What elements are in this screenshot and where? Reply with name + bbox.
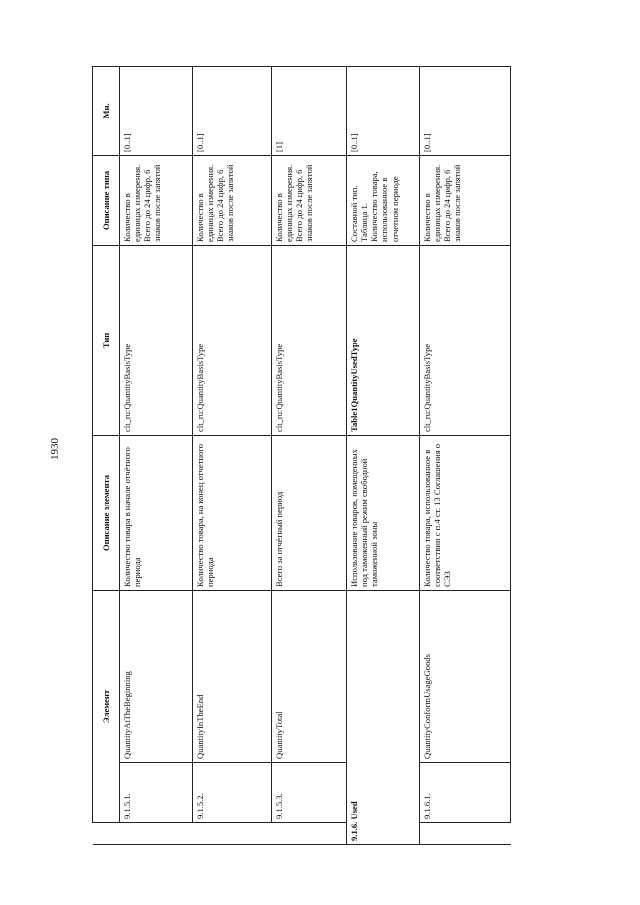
header-spacer bbox=[93, 823, 120, 845]
row-type: clt_ru:QuantityBasisType bbox=[420, 245, 511, 435]
row-element-desc: Всего за отчётный период bbox=[272, 435, 347, 590]
row-type-desc: Количество в единицах измерения. Всего до 24 цифр, 6 знаков после запятой bbox=[120, 155, 193, 245]
row-spacer bbox=[272, 823, 347, 845]
row-mn: [0..1] bbox=[420, 66, 511, 155]
row-mn: [0..1] bbox=[193, 66, 272, 155]
row-type-desc: Количество в единицах измерения. Всего до 24 цифр, 6 знаков после запятой bbox=[420, 155, 511, 245]
table-row bbox=[120, 66, 193, 844]
schema-table bbox=[92, 66, 511, 845]
header-element-desc: Описание элемента bbox=[93, 435, 120, 590]
header-mn: Мн. bbox=[93, 66, 120, 155]
row-element: QuantityAtTheBeginning bbox=[120, 590, 193, 762]
row-element-desc: Использование товаров, помещенных под таможенный режим свободной таможенной зоны bbox=[347, 435, 420, 590]
table-row bbox=[193, 66, 272, 844]
row-element: QuantityInTheEnd bbox=[193, 590, 272, 762]
row-mn: [0..1] bbox=[347, 66, 420, 155]
row-element: Used bbox=[349, 801, 359, 820]
row-spacer bbox=[420, 823, 511, 845]
row-type: clt_ru:QuantityBasisType bbox=[272, 245, 347, 435]
row-element: QuantityTotal bbox=[272, 590, 347, 762]
row-element-desc: Количество товара, на конец отчетного периода bbox=[193, 435, 272, 590]
row-type: Table1QuantityUsedType bbox=[347, 245, 420, 435]
row-type: clt_ru:QuantityBasisType bbox=[120, 245, 193, 435]
row-number: 9.1.6.1. bbox=[420, 763, 511, 823]
row-spacer bbox=[193, 823, 272, 845]
header-type-desc: Описание типа bbox=[93, 155, 120, 245]
row-spacer bbox=[120, 823, 193, 845]
table-row bbox=[272, 66, 347, 844]
row-number: 9.1.5.3. bbox=[272, 763, 347, 823]
page-number: 1930 bbox=[49, 438, 61, 460]
header-element: Элемент bbox=[93, 590, 120, 822]
rotated-table-area bbox=[92, 67, 527, 845]
table-row bbox=[347, 66, 420, 844]
row-type-desc: Количество в единицах измерения. Всего до 24 цифр, 6 знаков после запятой bbox=[193, 155, 272, 245]
row-type-desc: Составной тип. Таблица 1. Количество товара, использованное в отчетном периоде bbox=[347, 155, 420, 245]
row-mn: [1] bbox=[272, 66, 347, 155]
row-element-group bbox=[347, 590, 420, 844]
table-row bbox=[420, 66, 511, 844]
row-element-desc: Количество товара в начале отчётного периода bbox=[120, 435, 193, 590]
row-number: 9.1.5.1. bbox=[120, 763, 193, 823]
header-type: Тип bbox=[93, 245, 120, 435]
row-type-desc: Количество в единицах измерения. Всего до 24 цифр, 6 знаков после запятой bbox=[272, 155, 347, 245]
row-element: QuantityConformUsageGoods bbox=[420, 590, 511, 762]
row-element-desc: Количество товара, использованное в соответствии с п.4 ст. 13 Соглашения о СЭЗ bbox=[420, 435, 511, 590]
table-rotation-wrapper bbox=[92, 67, 527, 845]
row-number: 9.1.5.2. bbox=[193, 763, 272, 823]
row-type: clt_ru:QuantityBasisType bbox=[193, 245, 272, 435]
row-number: 9.1.6. bbox=[349, 821, 359, 841]
row-mn: [0..1] bbox=[120, 66, 193, 155]
table-header-row bbox=[93, 66, 120, 844]
